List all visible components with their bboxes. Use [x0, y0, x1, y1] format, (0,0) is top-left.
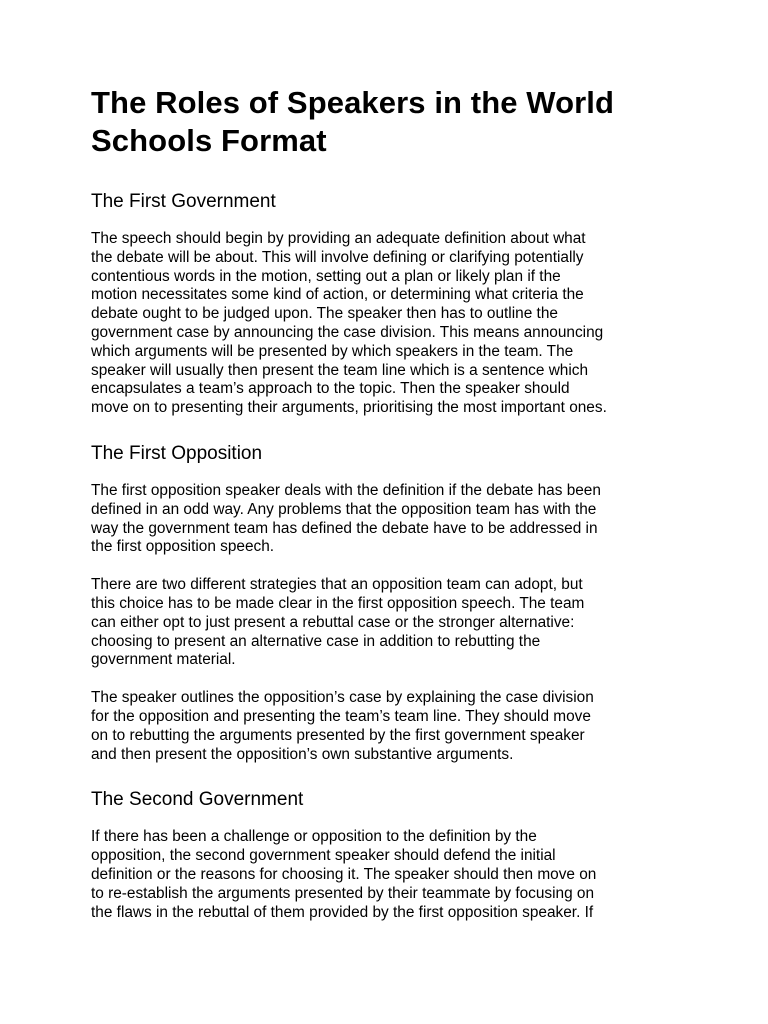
- text-line: encapsulates a team’s approach to the topic. Then the speaker should: [91, 380, 570, 398]
- title-line: Schools Format: [91, 123, 327, 158]
- paragraph-first-opposition-case: [91, 689, 691, 764]
- text-line: the debate will be about. This will involve defining or clarifying potentially: [91, 248, 584, 266]
- text-line: defined in an odd way. Any problems that the opposition team has with the: [91, 500, 597, 518]
- paragraph-second-government: [91, 828, 691, 922]
- text-line: There are two different strategies that an opposition team can adopt, but: [91, 576, 583, 594]
- text-line: opposition, the second government speaker should defend the initial: [91, 847, 556, 865]
- text-line: to re-establish the arguments presented by their teammate by focusing on: [91, 884, 595, 902]
- text-line: speaker will usually then present the team line which is a sentence which: [91, 361, 589, 379]
- text-line: and then present the opposition’s own substantive arguments.: [91, 745, 514, 763]
- document-page: [91, 84, 691, 922]
- text-line: the first opposition speech.: [91, 538, 275, 556]
- text-line: motion necessitates some kind of action, or determining what criteria the: [91, 286, 584, 304]
- text-line: If there has been a challenge or opposition to the definition by the: [91, 828, 537, 846]
- text-line: which arguments will be presented by which speakers in the team. The: [91, 342, 574, 360]
- text-line: definition or the reasons for choosing it. The speaker should then move on: [91, 865, 597, 883]
- paragraph-first-opposition-definition: [91, 482, 691, 557]
- text-line: choosing to present an alternative case in addition to rebutting the: [91, 632, 541, 650]
- text-line: this choice has to be made clear in the first opposition speech. The team: [91, 594, 585, 612]
- text-line: The speech should begin by providing an adequate definition about what: [91, 230, 586, 247]
- text-line: way the government team has defined the debate have to be addressed in: [91, 519, 598, 537]
- paragraph-first-opposition-strategies: [91, 576, 691, 670]
- section-heading-first-government: The First Government: [91, 191, 276, 212]
- text-line: the flaws in the rebuttal of them provided by the first opposition speaker. If: [91, 903, 594, 921]
- text-line: government material.: [91, 651, 236, 669]
- section-heading-first-opposition: The First Opposition: [91, 442, 263, 464]
- text-line: on to rebutting the arguments presented by the first government speaker: [91, 726, 585, 744]
- text-line: for the opposition and presenting the team’s team line. They should move: [91, 707, 591, 725]
- text-line: debate ought to be judged upon. The speaker then has to outline the: [91, 305, 558, 323]
- text-line: The speaker outlines the opposition’s case by explaining the case division: [91, 689, 594, 707]
- text-line: move on to presenting their arguments, prioritising the most important ones.: [91, 399, 607, 417]
- document-title: [91, 84, 691, 160]
- paragraph-first-government: [91, 230, 691, 418]
- text-line: can either opt to just present a rebuttal case or the stronger alternative:: [91, 613, 575, 631]
- text-line: The first opposition speaker deals with the definition if the debate has been: [91, 481, 601, 499]
- title-line: The Roles of Speakers in the World: [91, 85, 615, 120]
- text-line: contentious words in the motion, setting out a plan or likely plan if the: [91, 267, 561, 285]
- text-line: government case by announcing the case division. This means announcing: [91, 323, 604, 341]
- section-heading-second-government: The Second Government: [91, 789, 304, 811]
